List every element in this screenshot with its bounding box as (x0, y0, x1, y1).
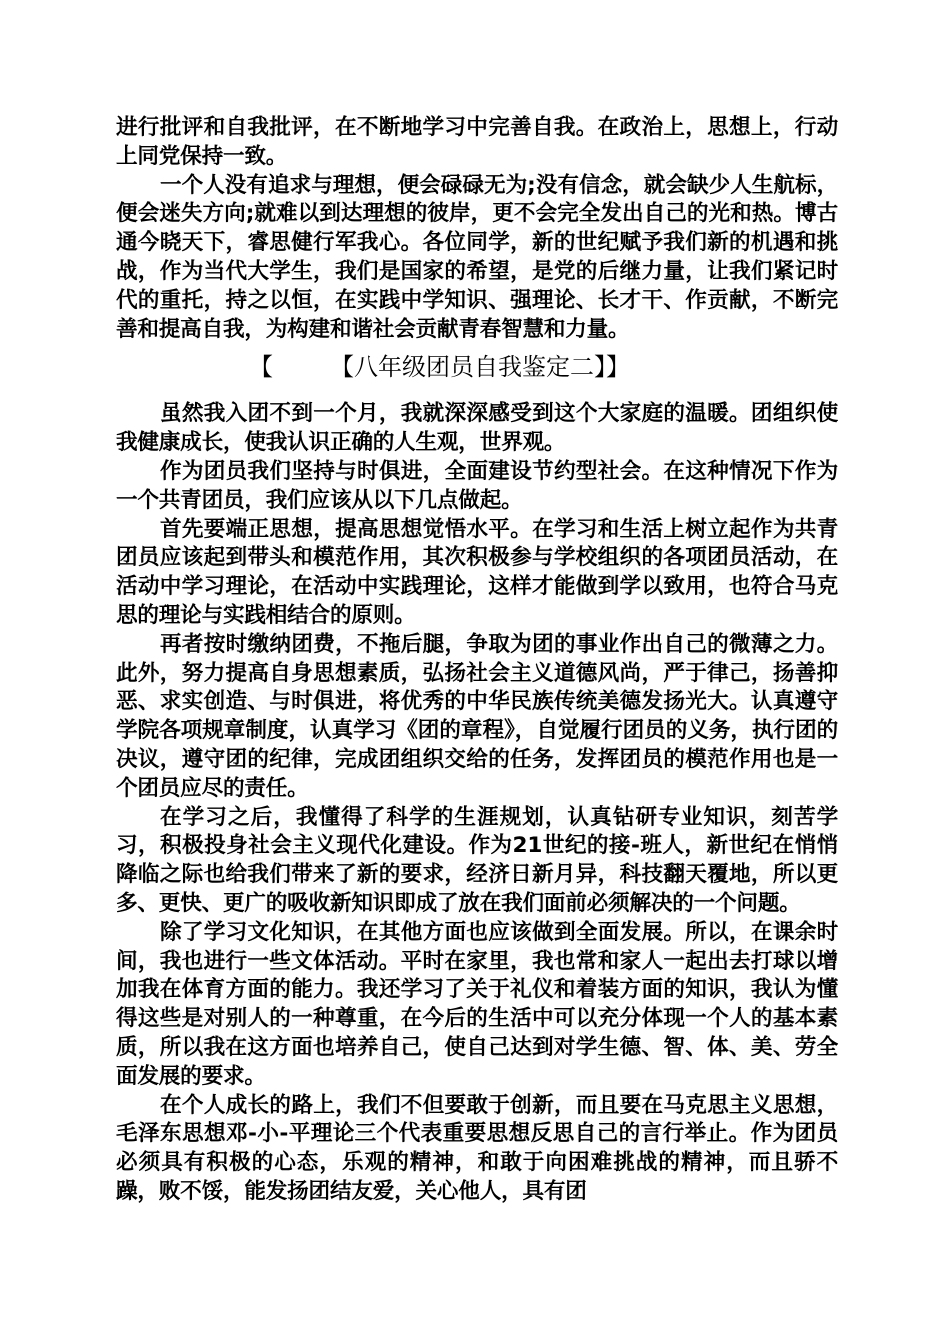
heading-left-bracket: 【 (249, 353, 273, 382)
section-heading (116, 348, 838, 386)
paragraph-7: 在学习之后，我懂得了科学的生涯规划，认真钻研专业知识，刻苦学习，积极投身社会主义现代化建设。作为21世纪的接-班人，新世纪在悄悄降临之际也给我们带来了新的要求，经济日新月异，科技翻天覆地，所以更多、更快、更广的吸收新知识即成了放在我们面前必须解决的一个问题。 (116, 804, 838, 916)
paragraph-2: 一个人没有追求与理想，便会碌碌无为;没有信念，就会缺少人生航标，便会迷失方向;就难以到达理想的彼岸，更不会完全发出自己的光和热。博古通今晓天下，睿思健行军我心。各位同学，新的世纪赋予我们新的机遇和挑战，作为当代大学生，我们是国家的希望，是党的后继力量，让我们紧记时代的重托，持之以恒，在实践中学知识、强理论、长才干、作贡献，不断完善和提高自我，为构建和谐社会贡献青春智慧和力量。 (116, 172, 838, 342)
paragraph-8: 除了学习文化知识，在其他方面也应该做到全面发展。所以，在课余时间，我也进行一些文体活动。平时在家里，我也常和家人一起出去打球以增加我在体育方面的能力。我还学习了关于礼仪和着装方面的知识，我认为懂得这些是对别人的一种尊重，在今后的生活中可以充分体现一个人的基本素质，所以我在这方面也培养自己，使自己达到对学生德、智、体、美、劳全面发展的要求。 (116, 919, 838, 1089)
heading-title: 【八年级团员自我鉴定二】】 (330, 353, 630, 382)
document-page (116, 114, 838, 1207)
paragraph-6: 再者按时缴纳团费，不拖后腿，争取为团的事业作出自己的微薄之力。此外，努力提高自身思想素质，弘扬社会主义道德风尚，严于律己，扬善抑恶、求实创造、与时俱进，将优秀的中华民族传统美德发扬光大。认真遵守学院各项规章制度，认真学习《团的章程》，自觉履行团员的义务，执行团的决议，遵守团的纪律，完成团组织交给的任务，发挥团员的模范作用也是一个团员应尽的责任。 (116, 631, 838, 801)
paragraph-4: 作为团员我们坚持与时俱进，全面建设节约型社会。在这种情况下作为一个共青团员，我们应该从以下几点做起。 (116, 458, 838, 513)
paragraph-5: 首先要端正思想，提高思想觉悟水平。在学习和生活上树立起作为共青团员应该起到带头和模范作用，其次积极参与学校组织的各项团员活动，在活动中学习理论，在活动中实践理论，这样才能做到学以致用，也符合马克思的理论与实践相结合的原则。 (116, 516, 838, 628)
paragraph-3: 虽然我入团不到一个月，我就深深感受到这个大家庭的温暖。团组织使我健康成长，使我认识正确的人生观，世界观。 (116, 401, 838, 456)
paragraph-9: 在个人成长的路上，我们不但要敢于创新，而且要在马克思主义思想，毛泽东思想邓-小-平理论三个代表重要思想反思自己的言行举止。作为团员必须具有积极的心态，乐观的精神，和敢于向困难挑战的精神，而且骄不躁，败不馁，能发扬团结友爱，关心他人，具有团 (116, 1092, 838, 1204)
paragraph-1: 进行批评和自我批评，在不断地学习中完善自我。在政治上，思想上，行动上同党保持一致。 (116, 115, 838, 169)
